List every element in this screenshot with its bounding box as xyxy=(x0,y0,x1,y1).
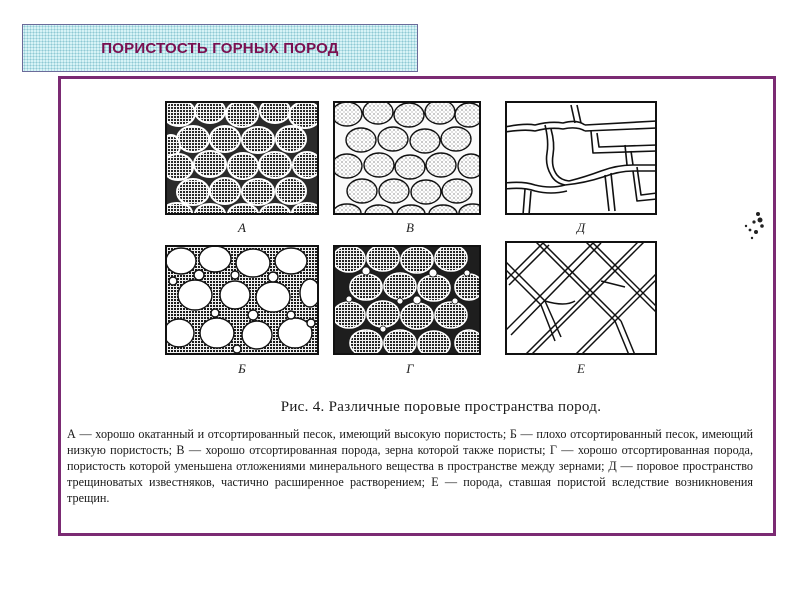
figure-frame xyxy=(58,76,776,536)
panel-d-image xyxy=(505,101,657,215)
figure-caption: Рис. 4. Различные поровые пространства пород. xyxy=(280,399,602,415)
figure-description: А — хорошо окатанный и отсортированный песок, имеющий высокую пористость; Б — плохо отсортированный песок, имеющий низкую пористость; В — хорошо отсортированная порода, зерна которой также пористы; Г — хорошо отсортированная порода, пористость которой уменьшена отложениями минерального вещества в пространстве между зернами; Д — поровое пространство трещиноватых известняков, частично расширенное растворением; Е — порода, ставшая пористой вследствие возникновения трещин. xyxy=(67,427,753,505)
panel-d-label: Д xyxy=(576,220,586,235)
panel-e-image xyxy=(505,241,657,355)
panel-e-label: Е xyxy=(577,361,585,376)
panel-v-image xyxy=(333,101,481,215)
ink-speck-mark xyxy=(738,208,768,249)
panel-b-image xyxy=(165,245,319,355)
slide-title: ПОРИСТОСТЬ ГОРНЫХ ПОРОД xyxy=(101,39,339,57)
slide-title-box xyxy=(22,24,418,72)
panel-g-image xyxy=(333,245,481,355)
panel-a-image xyxy=(165,101,319,215)
panel-b-label: Б xyxy=(238,361,246,376)
panel-a-label: А xyxy=(238,220,246,235)
panel-v-label: В xyxy=(406,220,414,235)
panel-g-label: Г xyxy=(406,361,414,376)
